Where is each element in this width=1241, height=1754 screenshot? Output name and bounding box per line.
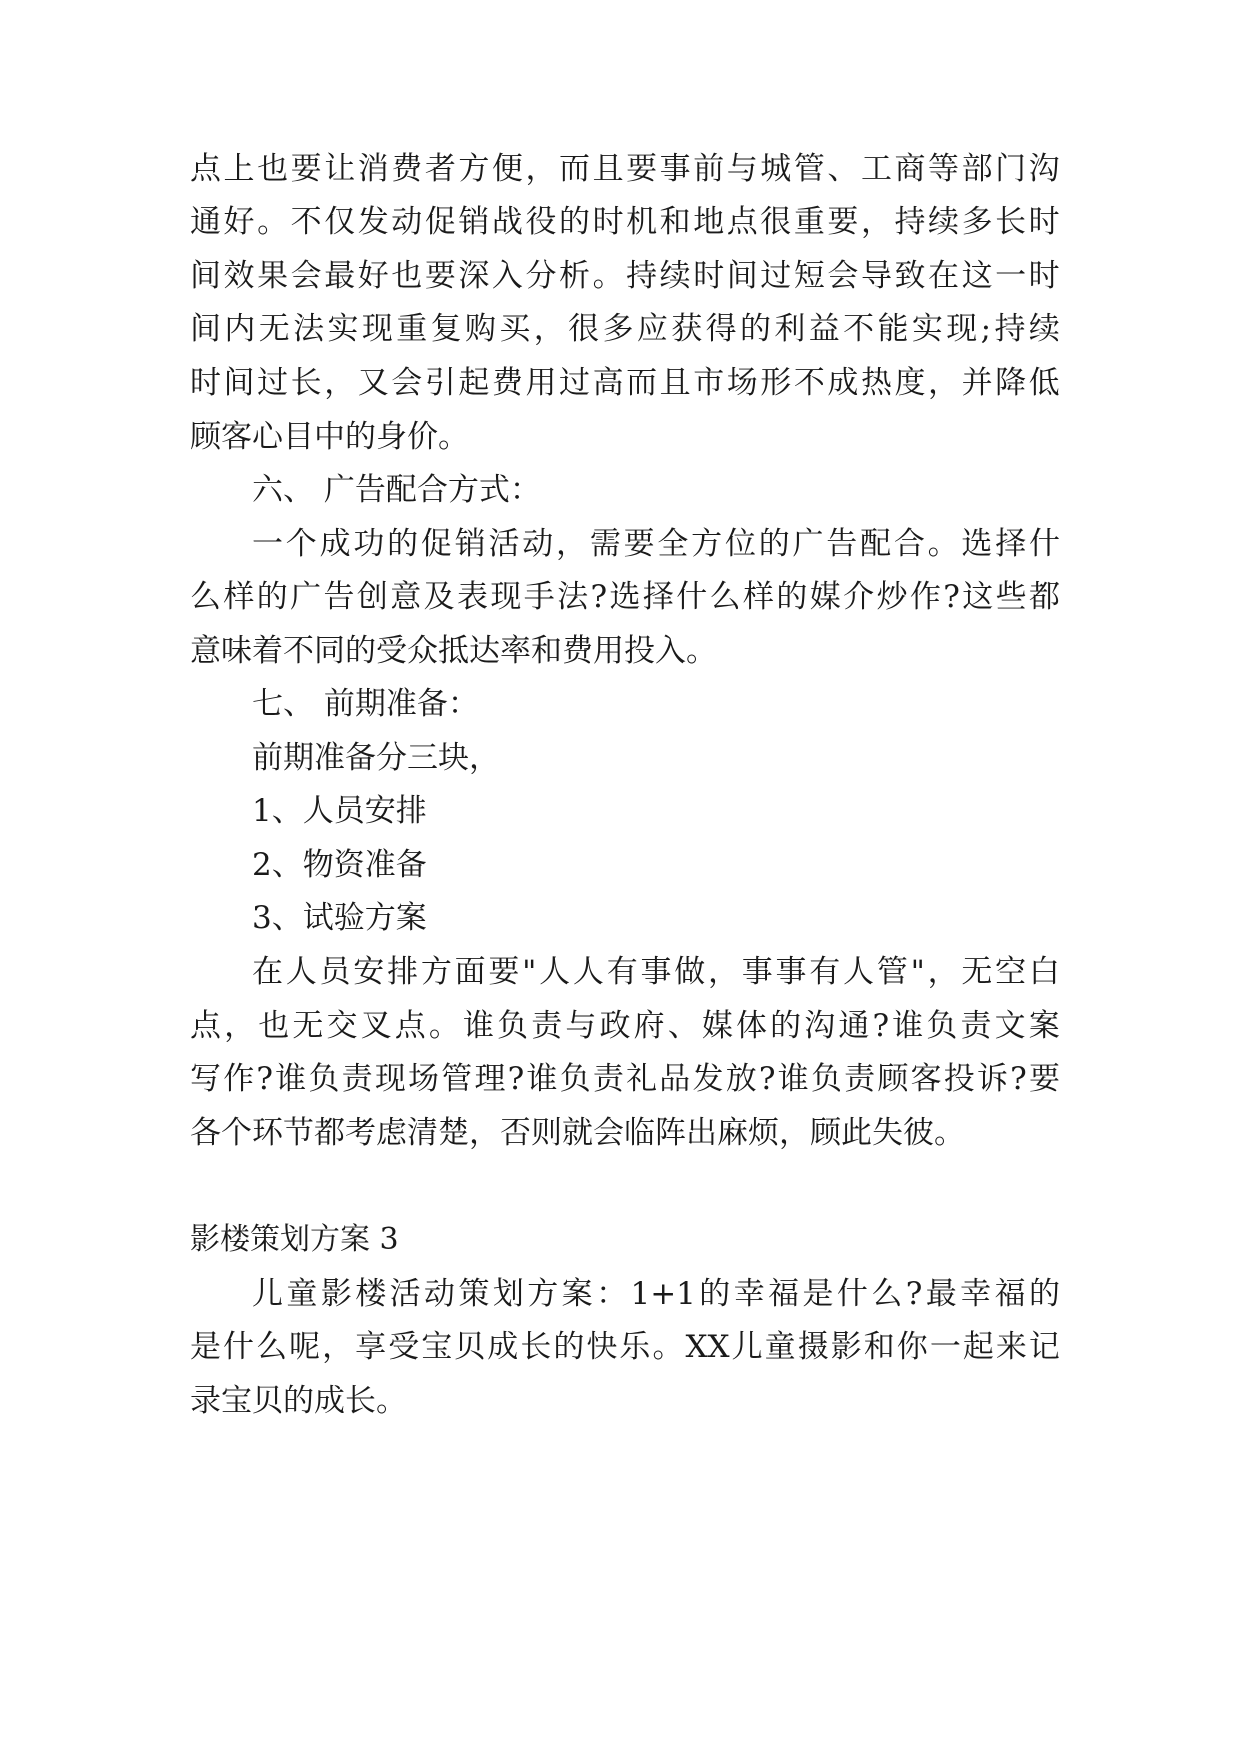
list-item: 3、试验方案: [252, 900, 427, 936]
paragraph-line: 点 上 也 要 让 消 费 者 方 便 ， 而 且 要 事 前 与 城 管 、 工 商 等 部 门 沟: [190, 151, 1060, 187]
document-title: 影楼策划方案 3: [190, 1222, 399, 1257]
paragraph-line: 前期准备分三块，: [252, 740, 500, 776]
paragraph-line: 间 效 果 会 最 好 也 要 深 入 分 析 。 持 续 时 间 过 短 会 导 致 在 这 一 时: [190, 258, 1060, 294]
paragraph-line: 间 内 无 法 实 现 重 复 购 买 ， 很 多 应 获 得 的 利 益 不 能 实 现 ; 持 续: [190, 311, 1060, 347]
paragraph-line: 一 个 成 功 的 促 销 活 动 ， 需 要 全 方 位 的 广 告 配 合 。 选 择 什: [252, 526, 1060, 562]
paragraph-line: 意味着不同的受众抵达率和费用投入。: [190, 633, 717, 669]
section-heading: 七、 前期准备：: [252, 686, 479, 722]
list-item: 2、物资准备: [252, 847, 427, 883]
paragraph-line: 在 人 员 安 排 方 面 要 " 人 人 有 事 做 ， 事 事 有 人 管 " ， 无 空 白: [252, 954, 1060, 990]
paragraph-line: 点 ， 也 无 交 叉 点 。 谁 负 责 与 政 府 、 媒 体 的 沟 通 ? 谁 负 责 文 案: [190, 1008, 1060, 1044]
paragraph-line: 儿 童 影 楼 活 动 策 划 方 案 ： 1+1 的 幸 福 是 什 么 ? 最 幸 福 的: [252, 1276, 1060, 1312]
list-item: 1、人员安排: [252, 793, 427, 829]
paragraph-line: 写 作 ? 谁 负 责 现 场 管 理 ? 谁 负 责 礼 品 发 放 ? 谁 负 责 顾 客 投 诉 ? 要: [190, 1061, 1060, 1097]
paragraph-line: 通 好 。 不 仅 发 动 促 销 战 役 的 时 机 和 地 点 很 重 要 ， 持 续 多 长 时: [190, 204, 1060, 240]
section-heading: 六、 广告配合方式：: [252, 472, 541, 508]
paragraph-line: 时 间 过 长 ， 又 会 引 起 费 用 过 高 而 且 市 场 形 不 成 热 度 ， 并 降 低: [190, 365, 1060, 401]
paragraph-line: 么 样 的 广 告 创 意 及 表 现 手 法 ? 选 择 什 么 样 的 媒 介 炒 作 ? 这 些 都: [190, 579, 1060, 615]
paragraph-line: 录宝贝的成长。: [190, 1383, 407, 1419]
paragraph-line: 是 什 么 呢 ， 享 受 宝 贝 成 长 的 快 乐 。 XX 儿 童 摄 影 和 你 一 起 来 记: [190, 1329, 1060, 1365]
paragraph-line: 顾客心目中的身价。: [190, 419, 469, 455]
paragraph-line: 各个环节都考虑清楚，否则就会临阵出麻烦，顾此失彼。: [190, 1115, 965, 1151]
